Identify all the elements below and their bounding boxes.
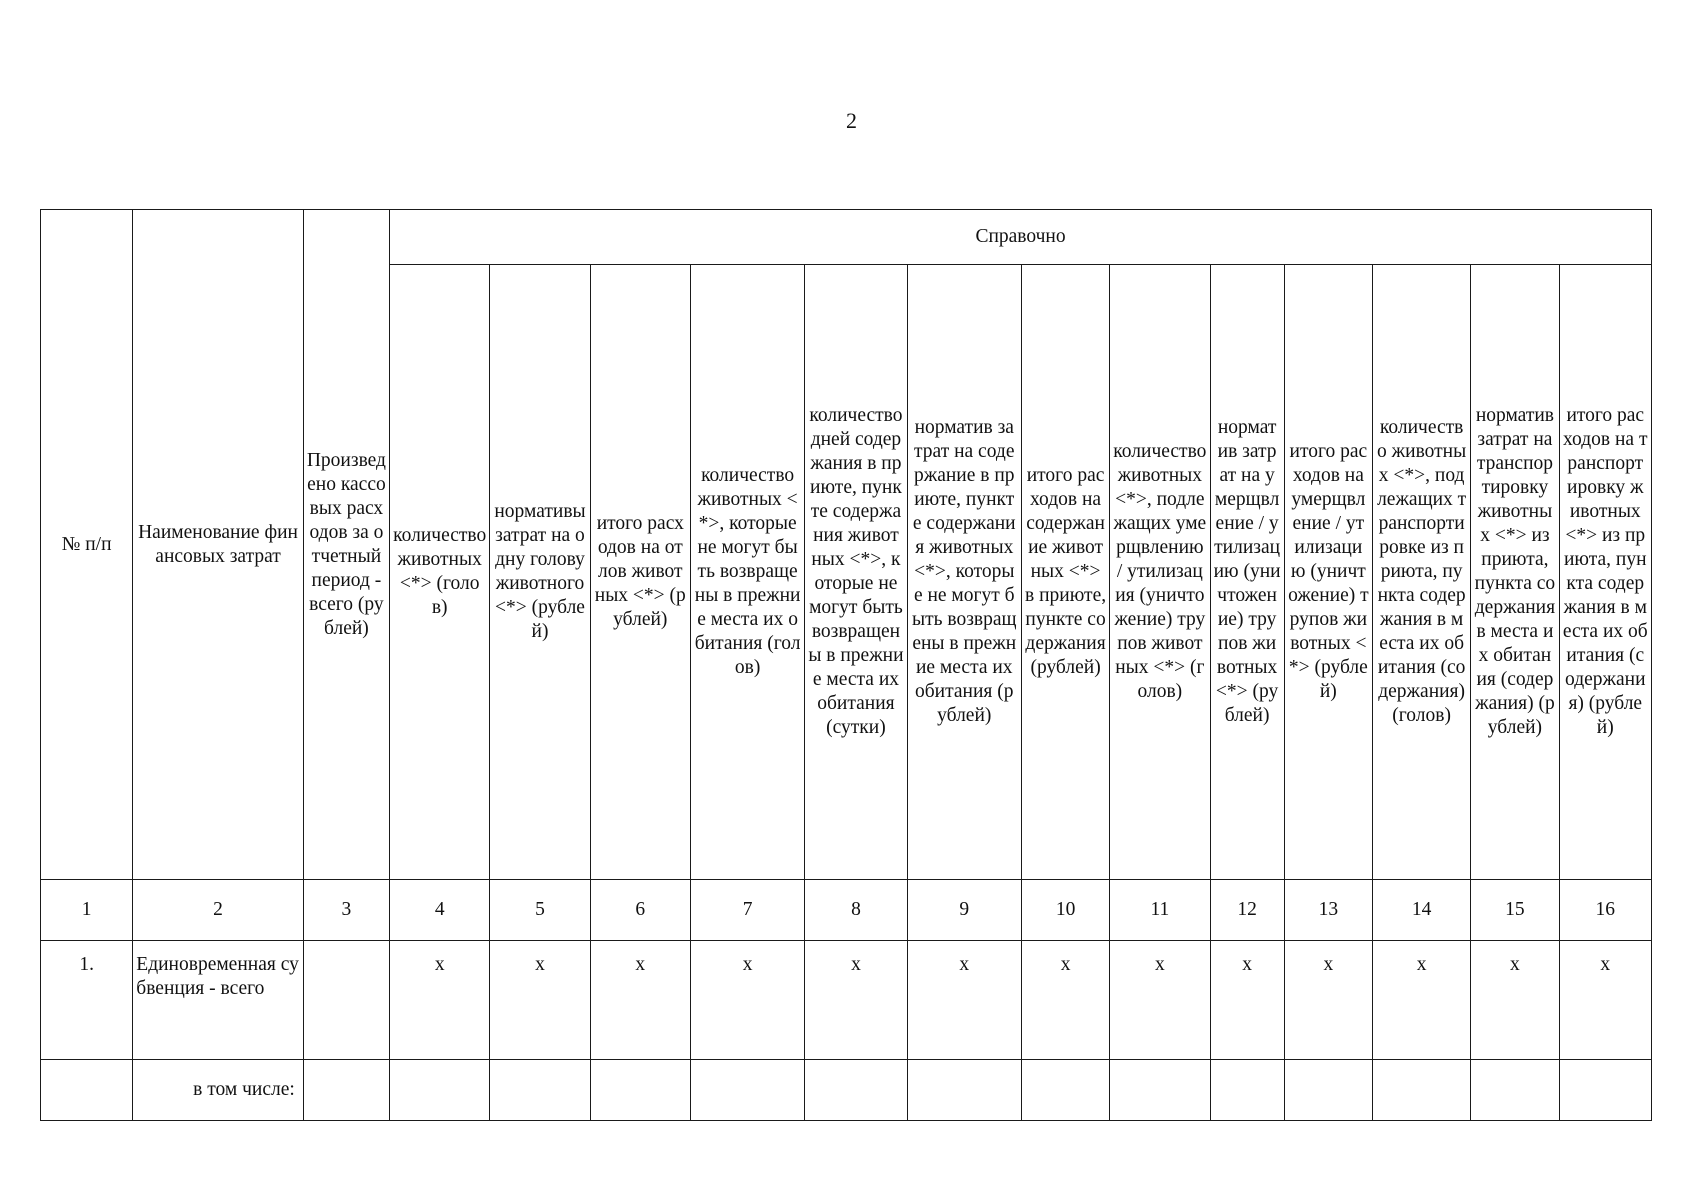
column-number: 11 xyxy=(1110,880,1210,941)
column-number: 14 xyxy=(1372,880,1470,941)
row-number xyxy=(41,1060,133,1121)
sub-header-non-returnable-count: количество животных <*>, которые не могут быть возвращены в прежние места их обитания (голов) xyxy=(690,265,804,880)
row-mark: x xyxy=(1471,941,1559,1060)
empty-cell xyxy=(490,1060,590,1121)
column-number: 15 xyxy=(1471,880,1559,941)
sub-header-transport-total: итого расходов на транспортировку животных <*> из приюта, пункта содержания в места их обитания (содержания) (рублей) xyxy=(1559,265,1651,880)
row-name: в том числе: xyxy=(133,1060,304,1121)
column-number: 4 xyxy=(390,880,490,941)
empty-cell xyxy=(907,1060,1021,1121)
column-number-row xyxy=(41,880,1652,941)
row-mark: x xyxy=(590,941,690,1060)
column-number: 16 xyxy=(1559,880,1651,941)
sub-header-shelter-days: количество дней содержания в приюте, пункте содержания животных <*>, которые не могут быть возвращены в прежние места их обитания (сутки) xyxy=(805,265,907,880)
row-mark: x xyxy=(690,941,804,1060)
row-mark: x xyxy=(805,941,907,1060)
empty-cell xyxy=(1471,1060,1559,1121)
column-number: 5 xyxy=(490,880,590,941)
row-mark: x xyxy=(1110,941,1210,1060)
row-mark: x xyxy=(1284,941,1372,1060)
col-total-header: Произведено кассовых расходов за отчетный период - всего (рублей) xyxy=(303,210,389,880)
sub-header-shelter-total: итого расходов на содержание животных <*> в приюте, пункте содержания (рублей) xyxy=(1021,265,1109,880)
row-name: Единовременная субвенция - всего xyxy=(133,941,304,1060)
column-number: 2 xyxy=(133,880,304,941)
empty-cell xyxy=(805,1060,907,1121)
row-mark: x xyxy=(490,941,590,1060)
empty-cell xyxy=(1284,1060,1372,1121)
empty-cell xyxy=(1559,1060,1651,1121)
row-total-cell xyxy=(303,1060,389,1121)
header-group-row xyxy=(41,210,1652,265)
column-number: 3 xyxy=(303,880,389,941)
column-number: 12 xyxy=(1210,880,1284,941)
table-row xyxy=(41,1060,1652,1121)
sub-header-capture-total: итого расходов на отлов животных <*> (рублей) xyxy=(590,265,690,880)
row-mark: x xyxy=(390,941,490,1060)
column-number: 13 xyxy=(1284,880,1372,941)
col-no-header: № п/п xyxy=(41,210,133,880)
financial-costs-table xyxy=(40,209,1652,1121)
sub-header-cost-per-head: нормативы затрат на одну голову животного <*> (рублей) xyxy=(490,265,590,880)
empty-cell xyxy=(590,1060,690,1121)
row-mark: x xyxy=(1021,941,1109,1060)
col-name-header: Наименование финансовых затрат xyxy=(133,210,304,880)
row-mark: x xyxy=(1210,941,1284,1060)
empty-cell xyxy=(390,1060,490,1121)
row-total-cell xyxy=(303,941,389,1060)
column-number: 1 xyxy=(41,880,133,941)
sub-header-euthanasia-count: количество животных <*>, подлежащих умерщвлению / утилизация (уничтожение) трупов животных <*> (голов) xyxy=(1110,265,1210,880)
column-number: 10 xyxy=(1021,880,1109,941)
sub-header-transport-norm: норматив затрат на транспортировку животных <*> из приюта, пункта содержания в места их обитания (содержания) (рублей) xyxy=(1471,265,1559,880)
empty-cell xyxy=(1021,1060,1109,1121)
empty-cell xyxy=(1110,1060,1210,1121)
column-number: 7 xyxy=(690,880,804,941)
sub-header-animal-count: количество животных <*> (голов) xyxy=(390,265,490,880)
sub-header-shelter-norm: норматив затрат на содержание в приюте, пункте содержания животных <*>, которые не могут быть возвращены в прежние места их обитания (рублей) xyxy=(907,265,1021,880)
row-mark: x xyxy=(1559,941,1651,1060)
table-row xyxy=(41,941,1652,1060)
column-number: 9 xyxy=(907,880,1021,941)
row-number: 1. xyxy=(41,941,133,1060)
sub-header-euthanasia-total: итого расходов на умерщвление / утилизацию (уничтожение) трупов животных <*> (рублей) xyxy=(1284,265,1372,880)
group-header-reference: Справочно xyxy=(390,210,1652,265)
column-number: 8 xyxy=(805,880,907,941)
empty-cell xyxy=(690,1060,804,1121)
row-mark: x xyxy=(907,941,1021,1060)
empty-cell xyxy=(1372,1060,1470,1121)
sub-header-euthanasia-norm: норматив затрат на умерщвление / утилизацию (уничтожение) трупов животных <*> (рублей) xyxy=(1210,265,1284,880)
sub-header-transport-count: количество животных <*>, подлежащих транспортировке из приюта, пункта содержания в места их обитания (содержания) (голов) xyxy=(1372,265,1470,880)
empty-cell xyxy=(1210,1060,1284,1121)
row-mark: x xyxy=(1372,941,1470,1060)
page-number: 2 xyxy=(846,108,857,133)
column-number: 6 xyxy=(590,880,690,941)
